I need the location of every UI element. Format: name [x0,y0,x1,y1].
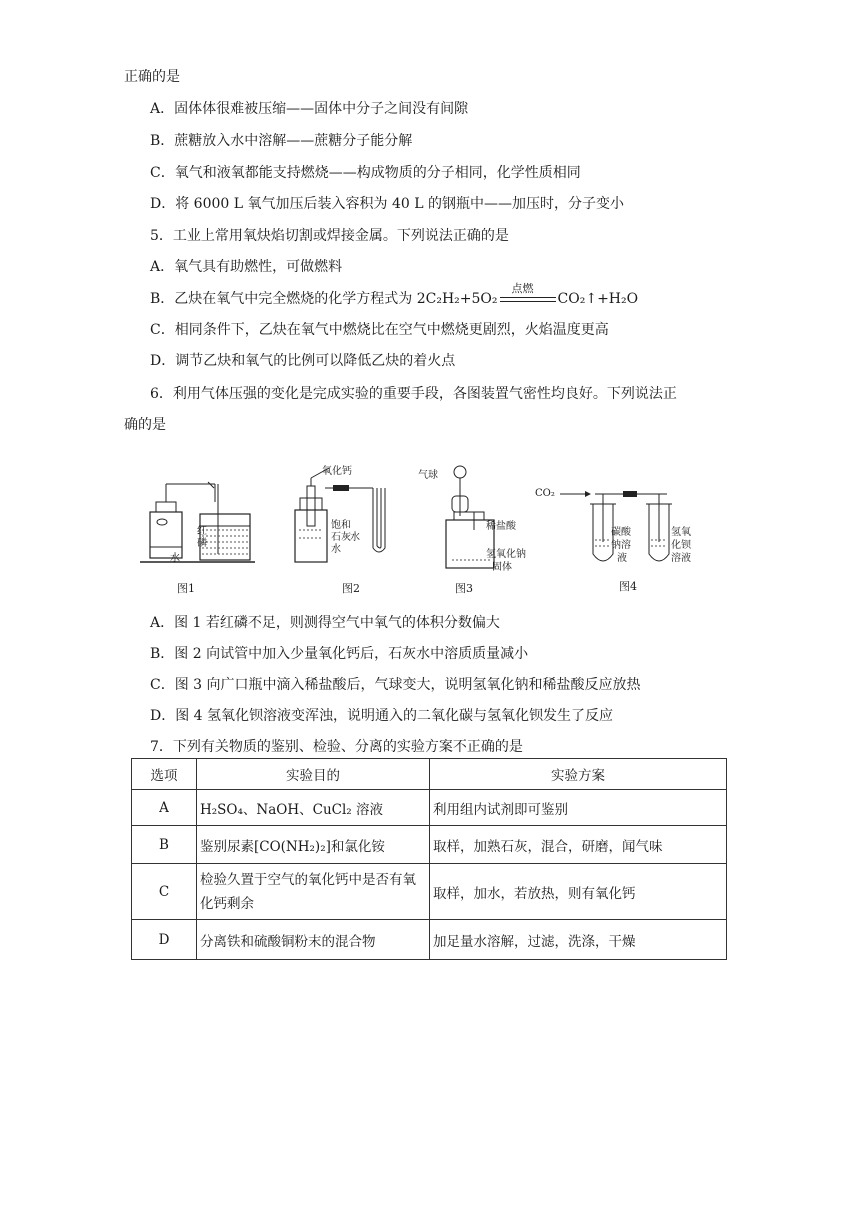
reaction-condition: 点燃 [511,282,534,295]
fig2-label-water: 水 [350,532,360,543]
table-cell-plan: 取样，加水，若放热，则有氧化钙 [430,864,727,920]
q6-option-d: D．图 4 氢氧化钡溶液变浑浊，说明通入的二氧化碳与氢氧化钡发生了反应 [150,708,614,724]
fig4-label-co2: CO₂ [535,488,555,499]
table-cell-option: A [132,790,197,826]
q5-option-b-product: CO₂↑+H₂O [557,291,639,307]
q4-option-c: C．氧气和液氧都能支持燃烧——构成物质的分子相同，化学性质相同 [150,165,581,181]
q7-stem: 7．下列有关物质的鉴别、检验、分离的实验方案不正确的是 [150,739,523,755]
q4-stem-tail: 正确的是 [124,69,180,85]
table-row [132,790,727,826]
q6-option-c: C．图 3 向广口瓶中滴入稀盐酸后，气球变大，说明氢氧化钠和稀盐酸反应放热 [150,677,641,693]
q5-option-d: D．调节乙炔和氧气的比例可以降低乙炔的着火点 [150,353,456,369]
table-cell-plan: 加足量水溶解，过滤，洗涤，干燥 [430,920,727,960]
fig1-label-red: 红 [197,526,207,537]
table-header-purpose: 实验目的 [197,759,430,790]
q5-option-b [150,282,639,308]
table-cell-option: D [132,920,197,960]
q5-option-b-text: B．乙炔在氧气中完全燃烧的化学方程式为 2C₂H₂+5O₂ [150,291,498,307]
q5-option-a: A．氧气具有助燃性，可做燃料 [150,259,343,275]
fig2-label-lime-2: 石灰 [331,532,351,543]
table-cell-purpose: 分离铁和硫酸铜粉末的混合物 [197,920,430,960]
fig2-label-cao: 氧化钙 [322,466,352,477]
table-cell-plan: 取样，加熟石灰，混合，研磨，闻气味 [430,826,727,864]
fig4-label-baoh-1: 氢氧 [671,527,691,538]
q7-table [131,758,727,960]
table-cell-option: B [132,826,197,864]
fig1-label-water: 水 [170,553,180,564]
table-row [132,826,727,864]
fig4-label-na2co3-3: 液 [617,553,627,564]
fig3-label-hcl: 稀盐酸 [486,521,516,532]
figure-3-caption: 图3 [455,582,473,595]
figure-1-apparatus [140,462,255,572]
fig2-label-lime-1: 饱和 [331,520,351,531]
fig3-label-naoh-2: 固体 [492,562,512,573]
table-header-plan: 实验方案 [430,759,727,790]
fig4-label-na2co3-1: 碳酸 [611,527,631,538]
fig2-label-lime-3: 水 [331,544,341,555]
fig1-label-p: 磷 [197,538,207,549]
table-row [132,920,727,960]
fig4-label-baoh-2: 化钡 [671,540,691,551]
table-cell-purpose: 检验久置于空气的氧化钙中是否有氧化钙剩余 [197,864,430,920]
table-header-option: 选项 [132,759,197,790]
q4-option-b: B．蔗糖放入水中溶解——蔗糖分子能分解 [150,133,413,149]
fig3-label-balloon: 气球 [418,470,438,481]
figure-4-caption: 图4 [619,580,637,593]
table-cell-purpose: H₂SO₄、NaOH、CuCl₂ 溶液 [197,790,430,826]
fig4-label-na2co3-2: 钠溶 [611,540,631,551]
fig3-label-naoh-1: 氢氧化钠 [486,549,526,560]
figure-2-caption: 图2 [342,582,360,595]
table-cell-purpose: 鉴别尿素[CO(NH₂)₂]和氯化铵 [197,826,430,864]
q4-option-d: D．将 6000 L 氧气加压后装入容积为 40 L 的钢瓶中——加压时，分子变小 [150,196,624,212]
q6-stem-line2: 确的是 [124,417,166,433]
table-cell-plan: 利用组内试剂即可鉴别 [430,790,727,826]
table-cell-option: C [132,864,197,920]
q5-option-c: C．相同条件下，乙炔在氧气中燃烧比在空气中燃烧更剧烈，火焰温度更高 [150,322,609,338]
q6-option-b: B．图 2 向试管中加入少量氧化钙后，石灰水中溶质质量减小 [150,646,529,662]
q6-option-a: A．图 1 若红磷不足，则测得空气中氧气的体积分数偏大 [150,615,500,631]
table-row [132,864,727,920]
q5-stem: 5．工业上常用氧炔焰切割或焊接金属。下列说法正确的是 [150,228,509,244]
table-header-row [132,759,727,790]
reaction-arrow [498,282,558,306]
fig4-label-baoh-3: 溶液 [671,553,691,564]
q4-option-a: A．固体体很难被压缩——固体中分子之间没有间隙 [150,101,469,117]
q6-stem-line1: 6．利用气体压强的变化是完成实验的重要手段，各图装置气密性均良好。下列说法正 [150,386,677,402]
figure-1-caption: 图1 [177,582,195,595]
